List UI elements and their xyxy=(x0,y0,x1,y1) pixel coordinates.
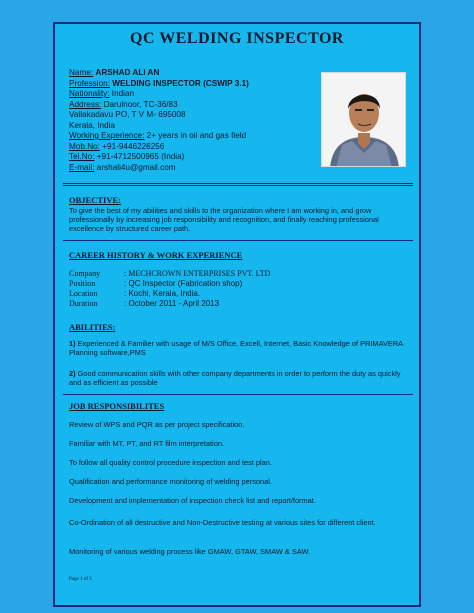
mobile-label: Mob.No: xyxy=(69,141,100,151)
resume-page xyxy=(53,22,421,607)
career-heading: CAREER HISTORY & WORK EXPERIENCE xyxy=(69,250,243,260)
job-item: Monitoring of various welding process like GMAW, GTAW, SMAW & SAW. xyxy=(69,547,311,556)
name-label: Name: xyxy=(69,68,94,77)
address-label: Address: xyxy=(69,99,102,109)
company-label: Company xyxy=(69,269,101,278)
ability-1-number: 1) xyxy=(69,339,76,348)
experience-value: 2+ years in oil and gas field xyxy=(146,131,247,140)
job-item: Familiar with MT, PT, and RT film interpretation. xyxy=(69,439,224,448)
personal-info xyxy=(69,68,329,173)
job-item: Qualification and performance monitoring of welding personal. xyxy=(69,477,272,486)
ability-2-number: 2) xyxy=(69,369,76,378)
career-details xyxy=(69,269,270,309)
divider-abilities xyxy=(63,394,413,395)
job-item: To follow all quality control procedure inspection and test plan. xyxy=(69,458,272,467)
ability-1-text: Experienced & Familier with usage of M/S Office, Excell, Internet, Basic Knowledge of PRIMAVERA Planning software,PMS xyxy=(69,339,403,358)
ability-item-2 xyxy=(69,369,407,387)
page-number: Page 1 of 3 xyxy=(69,577,92,582)
telephone-value: +91-4712500965 (India) xyxy=(96,152,185,161)
ability-item-1 xyxy=(69,339,407,357)
experience-label: Working Experience: xyxy=(69,131,145,140)
duration-label: Duration xyxy=(69,299,98,308)
job-item: Co-Ordination of all destructive and Non-Destructive testing at various sites for different client. xyxy=(69,518,376,527)
duration-value: : October 2011 - April 2013 xyxy=(124,299,220,308)
ability-2-text: Good communication skills with other company departments in order to perform the duty as quickly and as efficient as possible xyxy=(69,369,401,388)
position-label: Position xyxy=(69,279,96,288)
divider-top-2 xyxy=(63,185,413,186)
company-value: : MECHCROWN ENTERPRISES PVT. LTD xyxy=(124,269,271,278)
abilities-heading: ABILITIES: xyxy=(69,322,116,332)
nationality-value: Indian xyxy=(111,89,135,98)
location-label: Location xyxy=(69,289,98,298)
address-line-2: Vallakadavu PO, T V M- 695008 xyxy=(69,110,186,119)
profile-photo xyxy=(321,72,406,167)
address-line-3: Kerala, India xyxy=(69,120,115,130)
divider-objective xyxy=(63,240,413,241)
name-value: ARSHAD ALI AN xyxy=(95,68,160,77)
objective-heading: OBJECTIVE: xyxy=(69,195,121,205)
portrait-image xyxy=(322,73,406,167)
job-item: Review of WPS and PQR as per project specification. xyxy=(69,420,245,429)
nationality-label: Nationality: xyxy=(69,89,110,98)
job-responsibilities-heading: JOB RESPONSIBILITES xyxy=(69,401,165,411)
job-item: Development and implementation of inspection check list and report/format. xyxy=(69,496,316,505)
telephone-label: Tel.No: xyxy=(69,152,95,161)
profession-value: WELDING INSPECTOR (CSWIP 3.1) xyxy=(112,78,249,88)
position-value: : QC Inspector (Fabrication shop) xyxy=(124,279,243,288)
email-value: arshali4u@gmail.com xyxy=(96,162,176,172)
mobile-value: +91-9446226256 xyxy=(102,141,165,151)
profession-label: Profession: xyxy=(69,78,110,88)
email-label: E-mail: xyxy=(69,162,95,172)
resume-title: QC WELDING INSPECTOR xyxy=(130,30,344,47)
divider-top xyxy=(63,183,413,184)
address-line-1: Darulnoor, TC-36/83 xyxy=(103,99,178,109)
location-value: : Kochi, Kerala, India. xyxy=(124,289,201,298)
objective-text: To give the best of my abilities and skills to the organization where I am working in, and grow professionally by increasing job responsibility and recognition, and finally reaching professional excellence by structured career path. xyxy=(69,206,379,234)
